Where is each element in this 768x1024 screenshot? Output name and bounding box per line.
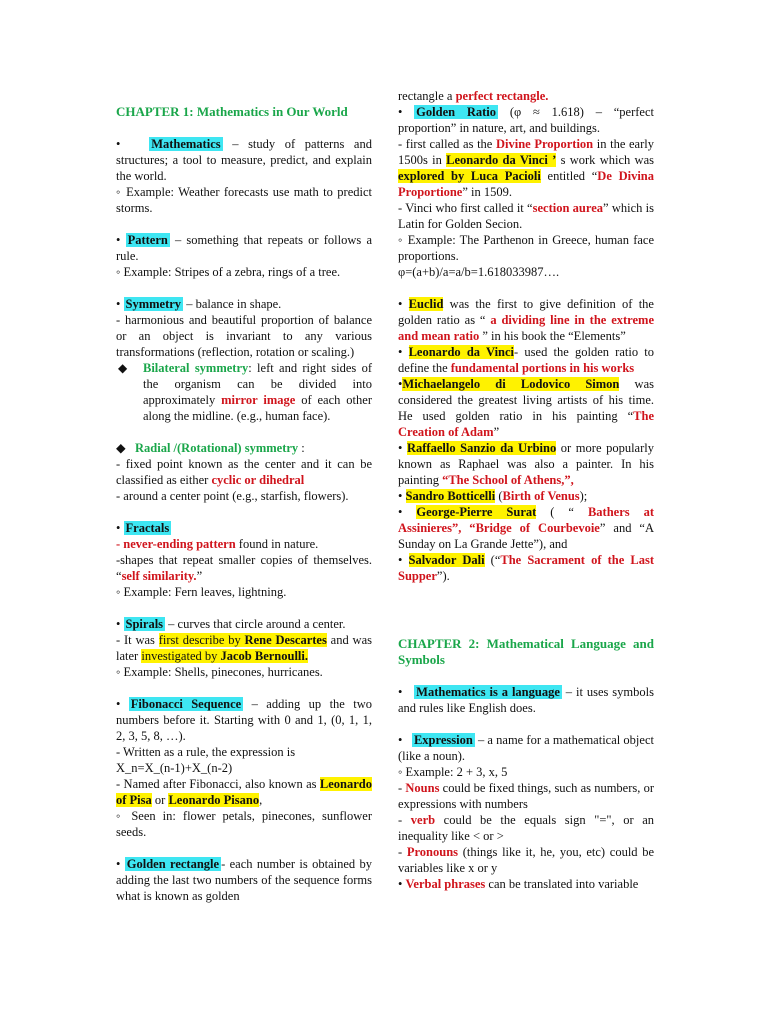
euclid-entry: • Euclid was the first to give definition of the golden ratio as “ a dividing line in the extreme and mean ratio ” in his book the “Elements” — [398, 297, 655, 343]
fibonacci-rule: - Written as a rule, the expression is — [116, 745, 296, 759]
symmetry-definition: - harmonious and beautiful proportion of balance or an object is invariant to any various transformations (reflection, rotation or scaling.) — [116, 313, 372, 359]
mathematics-example: ◦ Example: Weather forecasts use math to predict storms. — [116, 185, 372, 215]
verb-entry: - verb could be the equals sign "=", or an inequality like < or > — [398, 813, 655, 843]
fibonacci-seen: ◦ Seen in: flower petals, pinecones, sunflower seeds. — [116, 809, 372, 839]
right-column — [398, 88, 654, 892]
fractals-definition: - never-ending pattern found in nature. — [116, 537, 319, 551]
term-highlight: Pattern — [127, 233, 168, 247]
fibonacci-named: - Named after Fibonacci, also known as Leonardo of Pisa or Leonardo Pisano, — [116, 777, 372, 807]
dali-entry: • Salvador Dali (“The Sacrament of the Last Supper”). — [398, 553, 654, 583]
fractals-example: ◦ Example: Fern leaves, lightning. — [116, 585, 287, 599]
golden-rectangle-entry: • Golden rectangle - each number is obtained by adding the last two numbers of the sequence forms what is known as golden — [116, 857, 373, 903]
symmetry-entry: • Symmetry – balance in shape. — [116, 297, 282, 311]
botticelli-entry: • Sandro Botticelli (Birth of Venus); — [398, 489, 588, 503]
raphael-entry: • Raffaello Sanzio da Urbino or more popularly known as Raphael was also a painter. In his painting “The School of Athens,”, — [398, 441, 654, 487]
golden-ratio-entry: • Golden Ratio (φ ≈ 1.618) – “perfect proportion” in nature, art, and buildings. — [398, 105, 654, 135]
verbal-phrases-entry: • Verbal phrases can be translated into variable — [398, 877, 639, 891]
nouns-entry: - Nouns could be fixed things, such as numbers, or expressions with numbers — [398, 781, 654, 811]
left-column — [116, 104, 372, 904]
diamond-bullet-icon: ◆ — [118, 361, 128, 375]
golden-ratio-history: - first called as the Divine Proportion in the early 1500s in Leonardo da Vinci ’ s work which was explored by Luca Pacioli entitled “De Divina Proportione” in 1509. — [398, 137, 655, 199]
bilateral-symmetry-entry: ◆ Bilateral symmetry: left and right sides of the organism can be divided into approximately mirror image of each other along the midline. (e.g., human face). — [118, 361, 373, 423]
spirals-history: - It was first describe by Rene Descartes and was later investigated by Jacob Bernoulli. — [116, 633, 372, 663]
chapter-1-title: CHAPTER 1: Mathematics in Our World — [116, 104, 348, 119]
radial-symmetry-heading: ◆ Radial /(Rotational) symmetry : — [116, 441, 305, 455]
leonardo-entry: • Leonardo da Vinci- used the golden ratio to define the fundamental portions in his works — [398, 345, 655, 375]
pattern-example: ◦ Example: Stripes of a zebra, rings of a tree. — [116, 265, 341, 279]
golden-ratio-example: ◦ Example: The Parthenon in Greece, human face proportions. — [398, 233, 654, 263]
term-highlight: Golden Ratio — [416, 105, 497, 119]
fibonacci-formula: X_n=X_(n-1)+X_(n-2) — [116, 761, 233, 775]
fibonacci-entry: • Fibonacci Sequence – adding up the two numbers before it. Starting with 0 and 1, (0, 1, 1, 2, 3, 5, 8, …). — [116, 697, 372, 743]
term-highlight: Symmetry — [125, 297, 182, 311]
term-highlight: Expression — [413, 733, 473, 747]
pronouns-entry: - Pronouns (things like it, he, you, etc) could be variables like x or y — [398, 845, 655, 875]
radial-symmetry-example: - around a center point (e.g., starfish, flowers). — [116, 489, 349, 503]
mathematics-entry: • Mathematics – study of patterns and structures; a tool to measure, predict, and explain the world. — [116, 137, 372, 183]
golden-rectangle-continued: rectangle a perfect rectangle. — [398, 89, 549, 103]
language-entry: • Mathematics is a language – it uses symbols and rules like English does. — [398, 685, 654, 715]
diamond-bullet-icon: ◆ — [116, 441, 126, 455]
term-highlight: Fibonacci Sequence — [130, 697, 242, 711]
term-highlight: Mathematics is a language — [416, 685, 560, 699]
chapter-2-title: CHAPTER 2: Mathematical Language and Symbols — [398, 636, 654, 667]
expression-entry: • Expression – a name for a mathematical object (like a noun). — [398, 733, 654, 763]
spirals-entry: • Spirals – curves that circle around a center. — [116, 617, 346, 631]
michaelangelo-entry: •Michaelangelo di Lodovico Simon was considered the greatest living artists of his time. He used golden ratio in his painting “The Creation of Adam” — [398, 377, 654, 439]
fractals-self-similarity: -shapes that repeat smaller copies of themselves. “self similarity.” — [116, 553, 372, 583]
term-highlight: Mathematics — [151, 137, 221, 151]
pattern-entry: • Pattern – something that repeats or follows a rule. — [116, 233, 372, 263]
term-highlight: Fractals — [125, 521, 170, 535]
term-highlight: Spirals — [125, 617, 164, 631]
section-aurea: - Vinci who first called it “section aurea” which is Latin for Golden Secion. — [398, 201, 654, 231]
term-highlight: Golden rectangle — [126, 857, 220, 871]
phi-formula: φ=(a+b)/a=a/b=1.618033987…. — [398, 265, 560, 279]
spirals-example: ◦ Example: Shells, pinecones, hurricanes. — [116, 665, 323, 679]
fractals-entry: • Fractals — [116, 521, 170, 535]
expression-example: ◦ Example: 2 + 3, x, 5 — [398, 765, 508, 779]
radial-symmetry-definition: - fixed point known as the center and it can be classified as either cyclic or dihedral — [116, 457, 372, 487]
surat-entry: • George-Pierre Surat ( “ Bathers at Assinieres”, “Bridge of Courbevoie” and “A Sunday on La Grande Jette”), and — [398, 505, 655, 551]
